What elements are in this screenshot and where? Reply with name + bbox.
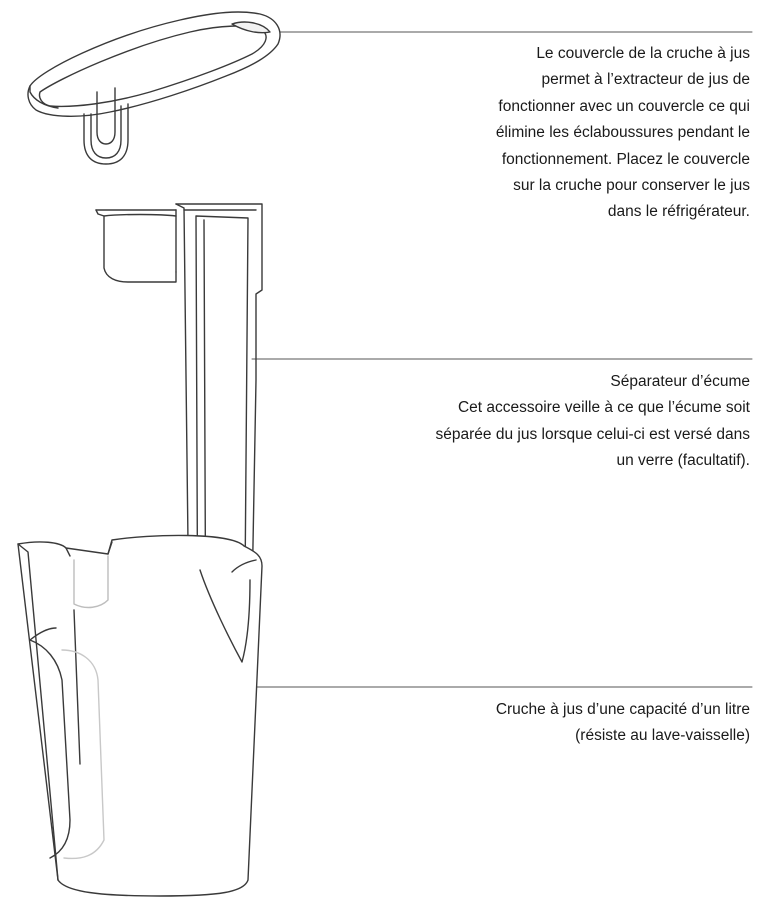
callout-line: Cet accessoire veille à ce que l’écume soit (457, 399, 750, 417)
callout-title: Séparateur d’écume (610, 373, 750, 390)
callout-line: permet à l’extracteur de jus de (541, 71, 750, 89)
callout-line: Le couvercle de la cruche à jus (536, 45, 750, 62)
callout-line: un verre (facultatif). (616, 452, 750, 470)
callout-line: (résiste au lave-vaisselle) (575, 727, 750, 745)
callout-line: fonctionnement. Placez le couvercle (501, 150, 750, 168)
jug-lid-illustration (28, 12, 280, 164)
callout-jug-lid (496, 41, 750, 226)
callout-line: sur la cruche pour conserver le jus (513, 177, 750, 195)
callout-line: dans le réfrigérateur. (607, 203, 750, 221)
juice-jug-illustration (18, 535, 262, 896)
callout-froth-separator (436, 369, 750, 475)
callout-line: élimine les éclaboussures pendant le (495, 124, 750, 142)
callout-line: fonctionner avec un couvercle ce qui (498, 97, 750, 115)
callout-line: Cruche à jus d’une capacité d’un litre (495, 701, 750, 718)
callout-line: séparée du jus lorsque celui-ci est versé dans (435, 425, 750, 443)
callout-juice-jug (496, 697, 750, 750)
